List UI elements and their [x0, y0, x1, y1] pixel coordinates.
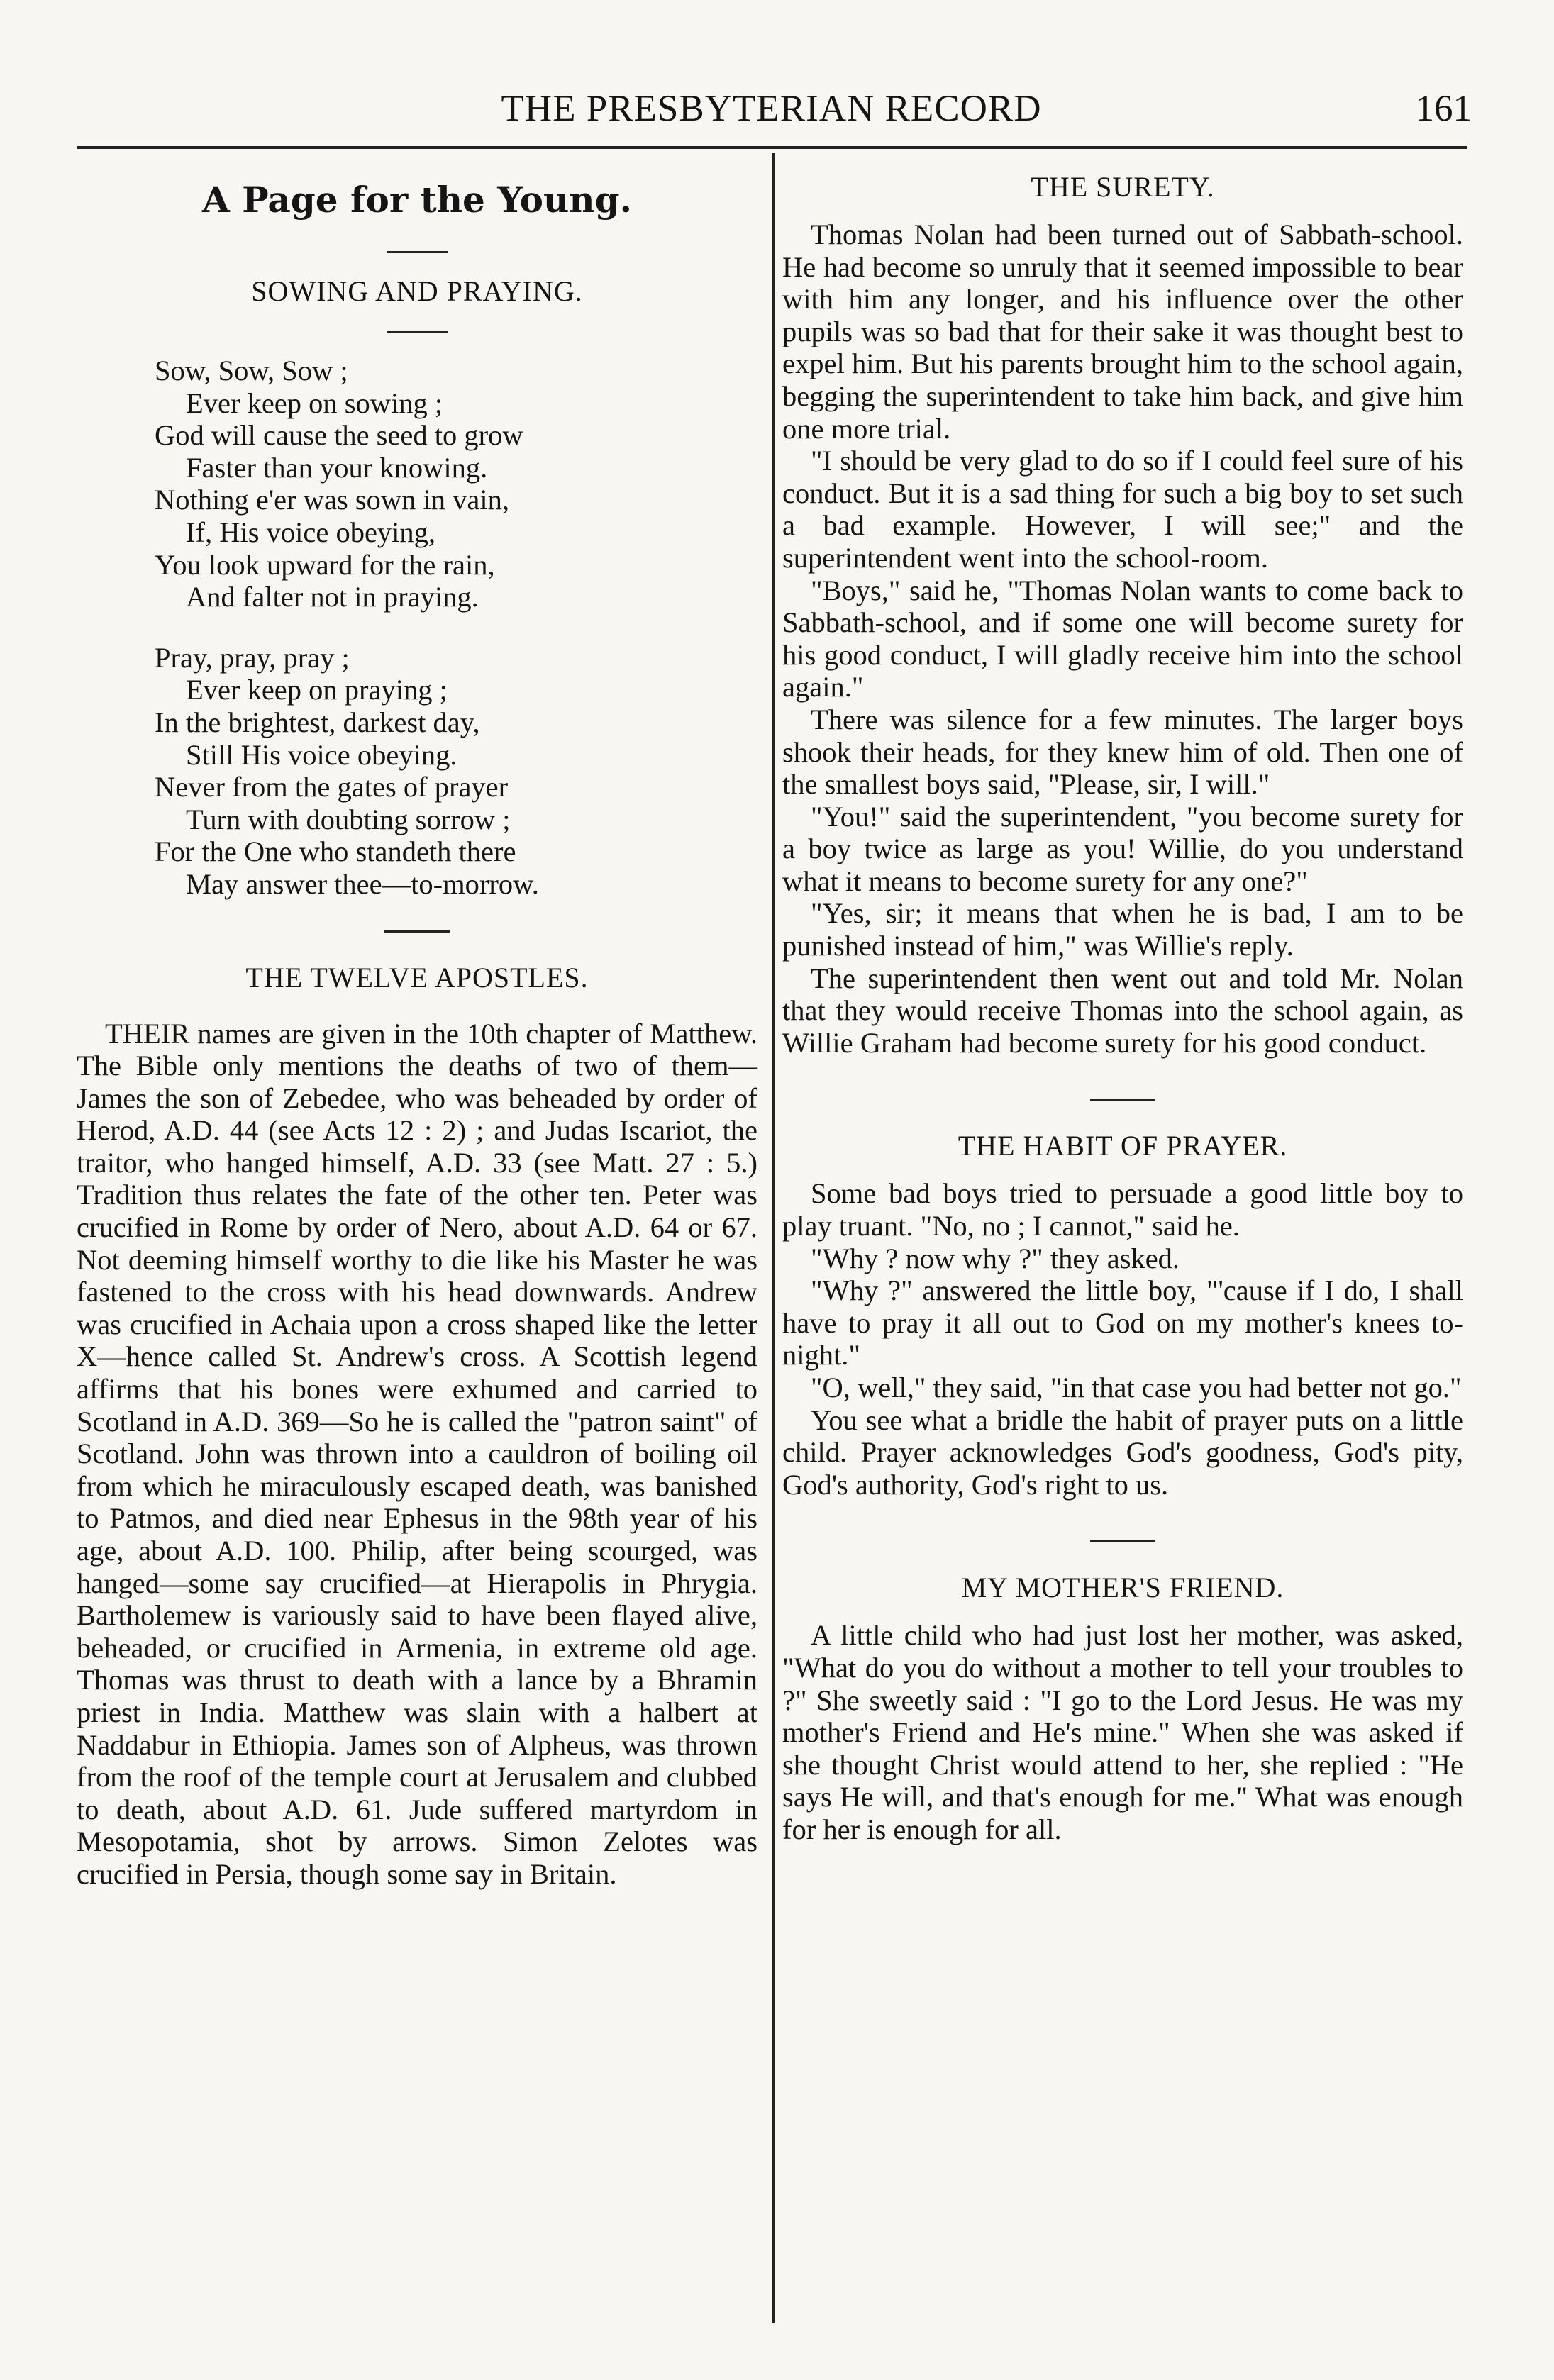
- poem-stanza-1: [155, 355, 757, 613]
- running-header: [71, 84, 1472, 140]
- poem-line: Still His voice obeying.: [186, 738, 457, 771]
- section-rule: [1090, 1540, 1155, 1542]
- surety-paragraph: Thomas Nolan had been turned out of Sabbath-school. He had become so unruly that it seemed impossible to bear with him any longer, and his influence over the other pupils was so bad that for their sake it was thought best to expel him. But his parents brought him to the school again, begging the superintendent to take him back, and give him one more trial.: [782, 218, 1463, 445]
- poem-line: Pray, pray, pray ;: [155, 641, 350, 674]
- poem-line: For the One who standeth there: [155, 835, 516, 868]
- poem-line: You look upward for the rain,: [155, 548, 495, 581]
- poem-line: In the brightest, darkest day,: [155, 706, 480, 738]
- section-rule: [384, 930, 450, 933]
- habit-paragraph: "Why ? now why ?" they asked.: [811, 1242, 1180, 1274]
- left-column: [77, 170, 757, 1891]
- apostles-paragraph: THEIR names are given in the 10th chapter of Matthew. The Bible only mentions the deaths of two of them—James the son of Zebedee, who was beheaded by order of Herod, A.D. 44 (see Acts 12 : 2) ; and Judas Iscariot, the traitor, who hanged himself, A.D. 33 (see Matt. 27 : 5.) Tradition thus relates the fate of the other ten. Peter was crucified in Rome by order of Nero, about A.D. 64 or 67. Not deeming himself worthy to die like his Master he was fastened to the cross with his head downwards. Andrew was crucified in Achaia upon a cross shaped like the letter X—hence called St. Andrew's cross. A Scottish legend affirms that his bones were exhumed and carried to Scotland in A.D. 369—So he is called the "patron saint" of Scotland. John was thrown into a cauldron of boiling oil from which he miraculously escaped death, was banished to Patmos, and died near Ephesus in the 98th year of his age, about A.D. 100. Philip, after being scourged, was hanged—some say crucified—at Hierapolis in Phrygia. Bartholemew is variously said to have been flayed alive, beheaded, or crucified in Armenia, in extreme old age. Thomas was thrust to death with a lance by a Bhramin priest in India. Matthew was slain with a halbert at Naddabur in Ethiopia. James son of Alpheus, was thrown from the roof of the temple court at Jerusalem and clubbed to death, about A.D. 61. Jude suffered martyrdom in Mesopotamia, shot by arrows. Simon Zelotes was crucified in Persia, though some say in Britain.: [77, 1017, 757, 1890]
- habit-paragraph: "Why ?" answered the little boy, "'cause if I do, I shall have to pray it all out to God on my mother's knees to-night.": [782, 1274, 1463, 1372]
- poem-title: SOWING AND PRAYING.: [251, 275, 583, 307]
- header-rule: [77, 146, 1467, 149]
- surety-paragraph: "I should be very glad to do so if I could feel sure of his conduct. But it is a sad thing for such a big boy to set such a bad example. However, I will see;" and the superintendent went into the school-room.: [782, 445, 1463, 574]
- surety-paragraph: "Yes, sir; it means that when he is bad, I am to be punished instead of him," was Willie's reply.: [782, 897, 1463, 962]
- poem-line: Nothing e'er was sown in vain,: [155, 484, 509, 516]
- poem-line: Sow, Sow, Sow ;: [155, 355, 348, 387]
- poem-line: If, His voice obeying,: [186, 516, 436, 548]
- section-rule: [1090, 1099, 1155, 1101]
- apostles-title: THE TWELVE APOSTLES.: [245, 961, 589, 994]
- title-rule: [387, 331, 448, 333]
- journal-title: THE PRESBYTERIAN RECORD: [501, 88, 1042, 129]
- surety-paragraph: "Boys," said he, "Thomas Nolan wants to come back to Sabbath-school, and if some one will become surety for his good conduct, I will gladly receive him into the school again.": [782, 574, 1463, 704]
- page-number: 161: [1415, 88, 1472, 129]
- poem-line: God will cause the seed to grow: [155, 419, 523, 452]
- habit-title: THE HABIT OF PRAYER.: [958, 1130, 1288, 1162]
- habit-paragraph: "O, well," they said, "in that case you had better not go.": [811, 1372, 1462, 1403]
- poem-line: Faster than your knowing.: [186, 451, 488, 484]
- habit-paragraph: Some bad boys tried to persuade a good little boy to play truant. "No, no ; I cannot," said he.: [782, 1177, 1463, 1242]
- poem-stanza-2: [155, 642, 757, 901]
- poem-line: Never from the gates of prayer: [155, 771, 509, 803]
- habit-paragraph: You see what a bridle the habit of prayer puts on a little child. Prayer acknowledges God's goodness, God's pity, God's authority, God's right to us.: [782, 1403, 1463, 1501]
- friend-title: MY MOTHER'S FRIEND.: [961, 1572, 1284, 1604]
- poem-line: Ever keep on praying ;: [186, 674, 448, 706]
- poem-line: Turn with doubting sorrow ;: [186, 803, 511, 835]
- surety-paragraph: "You!" said the superintendent, "you become surety for a boy twice as large as you! Willie, do you understand what it means to become surety for any one?": [782, 800, 1463, 897]
- friend-paragraph: A little child who had just lost her mother, was asked, "What do you do without a mother to tell your troubles to ?" She sweetly said : "I go to the Lord Jesus. He was my mother's Friend and He's mine." When she was asked if she thought Christ would attend to her, she replied : "He says He will, and that's enough for me." What was enough for her is enough for all.: [782, 1619, 1463, 1845]
- poem-line: Ever keep on sowing ;: [186, 387, 443, 419]
- poem-line: May answer thee—to-morrow.: [186, 867, 539, 900]
- poem-line: And falter not in praying.: [186, 581, 479, 613]
- page-heading: A Page for the Young.: [201, 179, 633, 221]
- surety-title: THE SURETY.: [1031, 171, 1215, 203]
- column-divider: [772, 153, 775, 2323]
- title-rule: [387, 251, 448, 253]
- surety-paragraph: There was silence for a few minutes. The larger boys shook their heads, for they knew him of old. Then one of the smallest boys said, "Please, sir, I will.": [782, 703, 1463, 801]
- surety-paragraph: The superintendent then went out and told Mr. Nolan that they would receive Thomas into the school again, as Willie Graham had become surety for his good conduct.: [782, 962, 1463, 1059]
- right-column: [782, 170, 1463, 1846]
